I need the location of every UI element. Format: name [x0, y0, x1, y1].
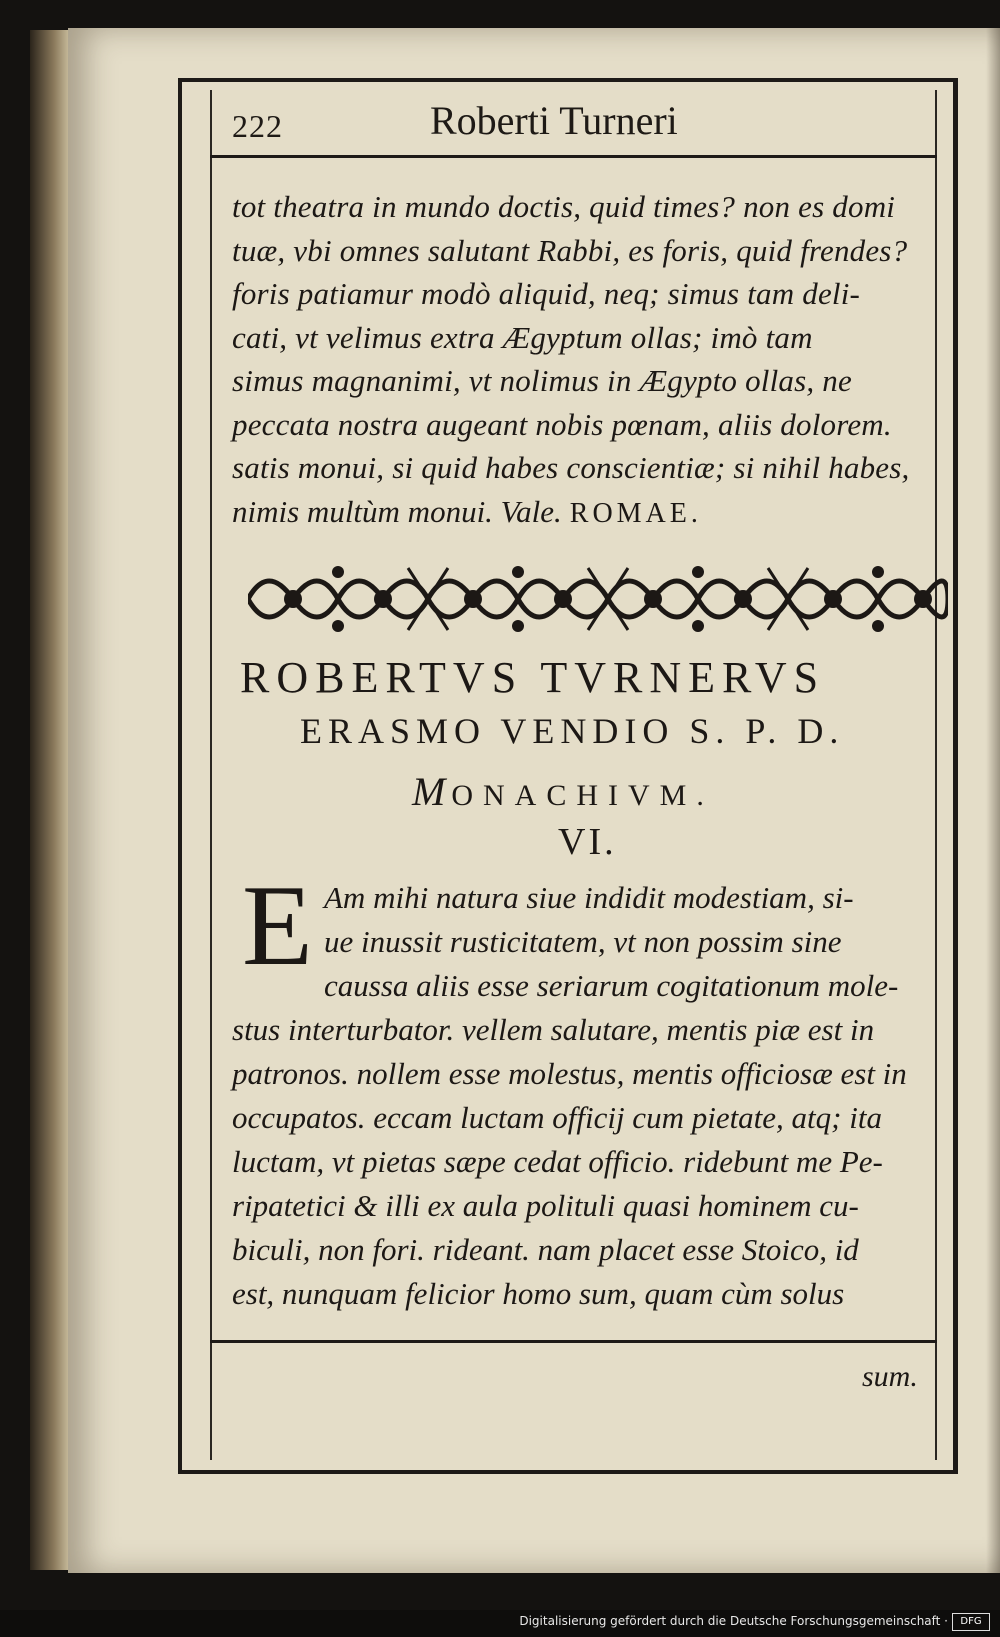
letter-text: [232, 876, 952, 1316]
header-rule: [210, 155, 937, 158]
text-line: occupatos. eccam luctam officij cum pietate, atq; ita: [232, 1100, 882, 1135]
text-line: biculi, non fori. rideant. nam placet esse Stoico, id: [232, 1232, 859, 1267]
page-number: 222: [232, 108, 283, 144]
frame-bottom-rule: [178, 1470, 958, 1474]
text-line: simus magnanimi, vt nolimus in Ægypto ollas, ne: [232, 363, 852, 398]
text-line: satis monui, si quid habes conscientiæ; si nihil habes,: [232, 450, 910, 485]
text-line: ripatetici & illi ex aula polituli quasi hominem cu-: [232, 1188, 859, 1223]
page-shade: [986, 28, 1000, 1573]
letter-addressee: ERASMO VENDIO S. P. D.: [300, 711, 845, 751]
place-rest: ONACHIVM.: [451, 779, 714, 812]
text-line: caussa aliis esse seriarum cogitationum mole-: [324, 968, 899, 1003]
text-line: est, nunquam felicior homo sum, quam cùm solus: [232, 1276, 845, 1311]
drop-cap: E: [242, 862, 313, 990]
digitization-credit: Digitalisierung gefördert durch die Deutsche Forschungsgemeinschaft ·: [519, 1614, 948, 1628]
previous-letter-text: [232, 185, 952, 535]
text-line: patronos. nollem esse molestus, mentis officiosæ est in: [232, 1056, 907, 1091]
frame-left-inner-rule: [210, 90, 212, 1460]
catchword: sum.: [862, 1360, 918, 1393]
letter-author: ROBERTVS TVRNERVS: [240, 653, 826, 702]
letter-place: [412, 768, 714, 815]
text-line: foris patiamur modò aliquid, neq; simus tam deli-: [232, 276, 861, 311]
footer-rule: [210, 1340, 937, 1343]
frame-right-rule: [953, 78, 958, 1473]
text-line: peccata nostra augeant nobis pœnam, aliis dolorem.: [232, 406, 892, 442]
text-line: Am mihi natura siue indidit modestiam, si-: [324, 880, 854, 915]
text-line: cati, vt velimus extra Ægyptum ollas; imò tam: [232, 319, 813, 355]
text-line: tot theatra in mundo doctis, quid times? non es domi: [232, 189, 896, 224]
book-edge: [30, 30, 70, 1570]
frame-top-rule: [178, 78, 958, 82]
text-line: tuæ, vbi omnes salutant Rabbi, es foris, quid frendes?: [232, 232, 908, 268]
letter-number: VI.: [558, 821, 617, 863]
place-of-writing: ROMAE.: [569, 497, 702, 529]
text-line: ue inussit rusticitatem, vt non possim sine: [324, 924, 842, 959]
frame-left-rule: [178, 78, 182, 1473]
text-line: luctam, vt pietas sæpe cedat officio. ridebunt me Pe-: [232, 1144, 883, 1179]
text-line: stus interturbator. vellem salutare, mentis piæ est in: [232, 1012, 875, 1047]
valediction: nimis multùm monui. Vale.: [232, 493, 562, 529]
dfg-logo: DFG: [952, 1613, 990, 1631]
running-head: Roberti Turneri: [430, 98, 678, 143]
ornamental-band: [248, 558, 948, 640]
place-initial: M: [412, 769, 452, 814]
text-line-last: [232, 490, 952, 536]
